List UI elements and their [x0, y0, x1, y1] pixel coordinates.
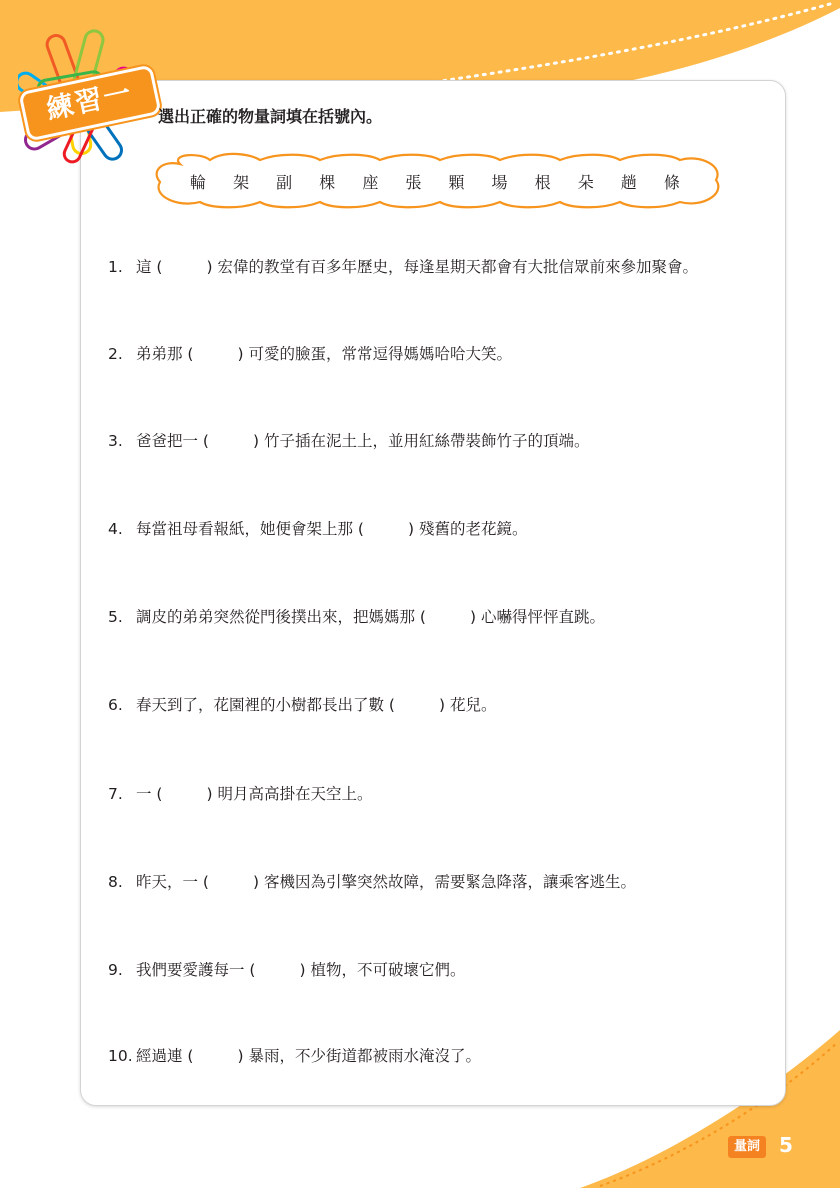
question-text-before: 春天到了，花園裡的小樹都長出了數 ( [136, 696, 395, 714]
question-text-before: 一 ( [136, 785, 163, 803]
worksheet-card [80, 80, 786, 1106]
question-text-after: ) 暴雨，不少街道都被雨水淹沒了。 [237, 1047, 481, 1065]
question-text-after: ) 明月高高掛在天空上。 [206, 785, 373, 803]
question-number: 2. [108, 345, 123, 363]
question-1 [108, 257, 698, 277]
word-bank-item: 場 [491, 172, 508, 192]
question-text-after: ) 竹子插在泥土上，並用紅絲帶裝飾竹子的頂端。 [252, 432, 590, 450]
word-bank-item: 根 [534, 172, 551, 192]
word-bank-item: 趟 [620, 172, 637, 192]
question-number: 9. [108, 961, 123, 979]
exercise-badge: 練習一 [18, 64, 161, 141]
question-number: 4. [108, 520, 123, 538]
question-text-after: ) 植物，不可破壞它們。 [299, 961, 466, 979]
question-text-before: 弟弟那 ( [136, 345, 194, 363]
word-bank-item: 條 [663, 172, 680, 192]
question-text-before: 我們要愛護每一 ( [136, 961, 256, 979]
question-text-before: 這 ( [136, 258, 163, 276]
question-text-after: ) 心嚇得怦怦直跳。 [469, 608, 605, 626]
word-bank-item: 棵 [319, 172, 336, 192]
word-bank-item: 座 [362, 172, 379, 192]
word-bank-item: 架 [233, 172, 250, 192]
question-number: 7. [108, 785, 123, 803]
word-bank-item: 副 [276, 172, 293, 192]
question-9 [108, 960, 465, 980]
question-number: 6. [108, 696, 123, 714]
question-number: 3. [108, 432, 123, 450]
question-number: 1. [108, 258, 123, 276]
question-number: 8. [108, 873, 123, 891]
question-text-after: ) 可愛的臉蛋，常常逗得媽媽哈哈大笑。 [237, 345, 512, 363]
question-4 [108, 519, 527, 539]
question-10 [108, 1046, 481, 1066]
question-text-before: 昨天，一 ( [136, 873, 209, 891]
word-bank [190, 165, 680, 197]
question-text-before: 每當祖母看報紙，她便會架上那 ( [136, 520, 364, 538]
word-bank-item: 顆 [448, 172, 465, 192]
question-7 [108, 784, 372, 804]
section-label: 量詞 [728, 1136, 766, 1158]
question-text-before: 經過連 ( [136, 1047, 194, 1065]
word-bank-item: 張 [405, 172, 422, 192]
instruction-heading: 選出正確的物量詞填在括號內。 [158, 107, 383, 126]
question-number: 10. [108, 1047, 133, 1065]
question-6 [108, 695, 496, 715]
question-text-after: ) 客機因為引擎突然故障，需要緊急降落，讓乘客逃生。 [252, 873, 636, 891]
question-text-after: ) 宏偉的教堂有百多年歷史，每逢星期天都會有大批信眾前來參加聚會。 [206, 258, 698, 276]
question-text-before: 爸爸把一 ( [136, 432, 209, 450]
question-8 [108, 872, 636, 892]
question-text-before: 調皮的弟弟突然從門後撲出來，把媽媽那 ( [136, 608, 426, 626]
page-number: 5 [779, 1133, 793, 1157]
question-3 [108, 431, 589, 451]
question-number: 5. [108, 608, 123, 626]
question-5 [108, 607, 605, 627]
question-text-after: ) 殘舊的老花鏡。 [407, 520, 528, 538]
question-text-after: ) 花兒。 [438, 696, 497, 714]
word-bank-item: 朵 [577, 172, 594, 192]
word-bank-item: 輪 [190, 172, 207, 192]
question-2 [108, 344, 512, 364]
